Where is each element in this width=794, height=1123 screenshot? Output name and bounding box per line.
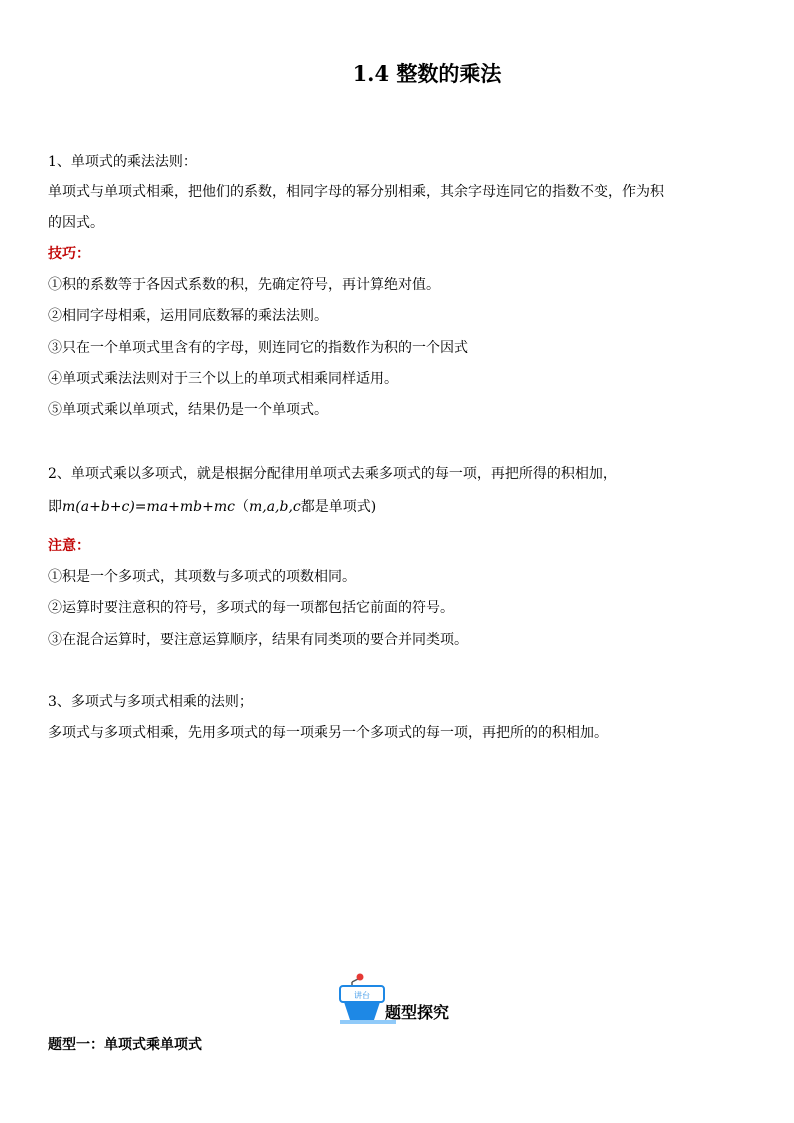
- formula: m(a+b+c)=ma+mb+mc: [62, 499, 235, 515]
- formula-prefix: 即: [48, 499, 62, 515]
- note-item: ③在混合运算时，要注意运算顺序，结果有同类项的要合并同类项。: [48, 632, 468, 648]
- formula-line: [48, 497, 376, 517]
- note-item: ②运算时要注意积的符号，多项式的每一项都包括它前面的符号。: [48, 600, 454, 616]
- section1-rule-line2: 的因式。: [48, 215, 104, 231]
- section1-heading: 1、单项式的乘法法则：: [48, 154, 197, 170]
- formula-vars: m,a,b,c: [248, 499, 301, 515]
- section3-rule: 多项式与多项式相乘，先用多项式的每一项乘另一个多项式的每一项，再把所的的积相加。: [48, 725, 608, 741]
- badge-small-label: 讲台: [354, 991, 370, 1000]
- tip-item: ④单项式乘法法则对于三个以上的单项式相乘同样适用。: [48, 371, 398, 387]
- badge-label: 题型探究: [385, 1003, 450, 1022]
- tip-item: ②相同字母相乘，运用同底数幂的乘法法则。: [48, 308, 328, 324]
- topic1-heading: 题型一：单项式乘单项式: [48, 1037, 202, 1053]
- tip-item: ①积的系数等于各因式系数的积，先确定符号，再计算绝对值。: [48, 277, 440, 293]
- formula-note-open: （: [234, 499, 249, 515]
- section1-rule-line1: 单项式与单项式相乘，把他们的系数，相同字母的幂分别相乘，其余字母连同它的指数不变，作为积: [48, 184, 664, 200]
- formula-note-close: 都是单项式): [300, 499, 377, 515]
- tip-item: ③只在一个单项式里含有的字母，则连同它的指数作为积的一个因式: [48, 340, 468, 356]
- note-label: 注意：: [48, 538, 90, 554]
- tips-label: 技巧：: [48, 246, 90, 262]
- note-item: ①积是一个多项式，其项数与多项式的项数相同。: [48, 569, 356, 585]
- tip-item: ⑤单项式乘以单项式，结果仍是一个单项式。: [48, 402, 328, 418]
- page-title: 1.4 整数的乘法: [352, 61, 502, 86]
- section3-heading: 3、多项式与多项式相乘的法则；: [48, 694, 253, 710]
- section2-heading: 2、单项式乘以多项式，就是根据分配律用单项式去乘多项式的每一项，再把所得的积相加，: [48, 466, 617, 482]
